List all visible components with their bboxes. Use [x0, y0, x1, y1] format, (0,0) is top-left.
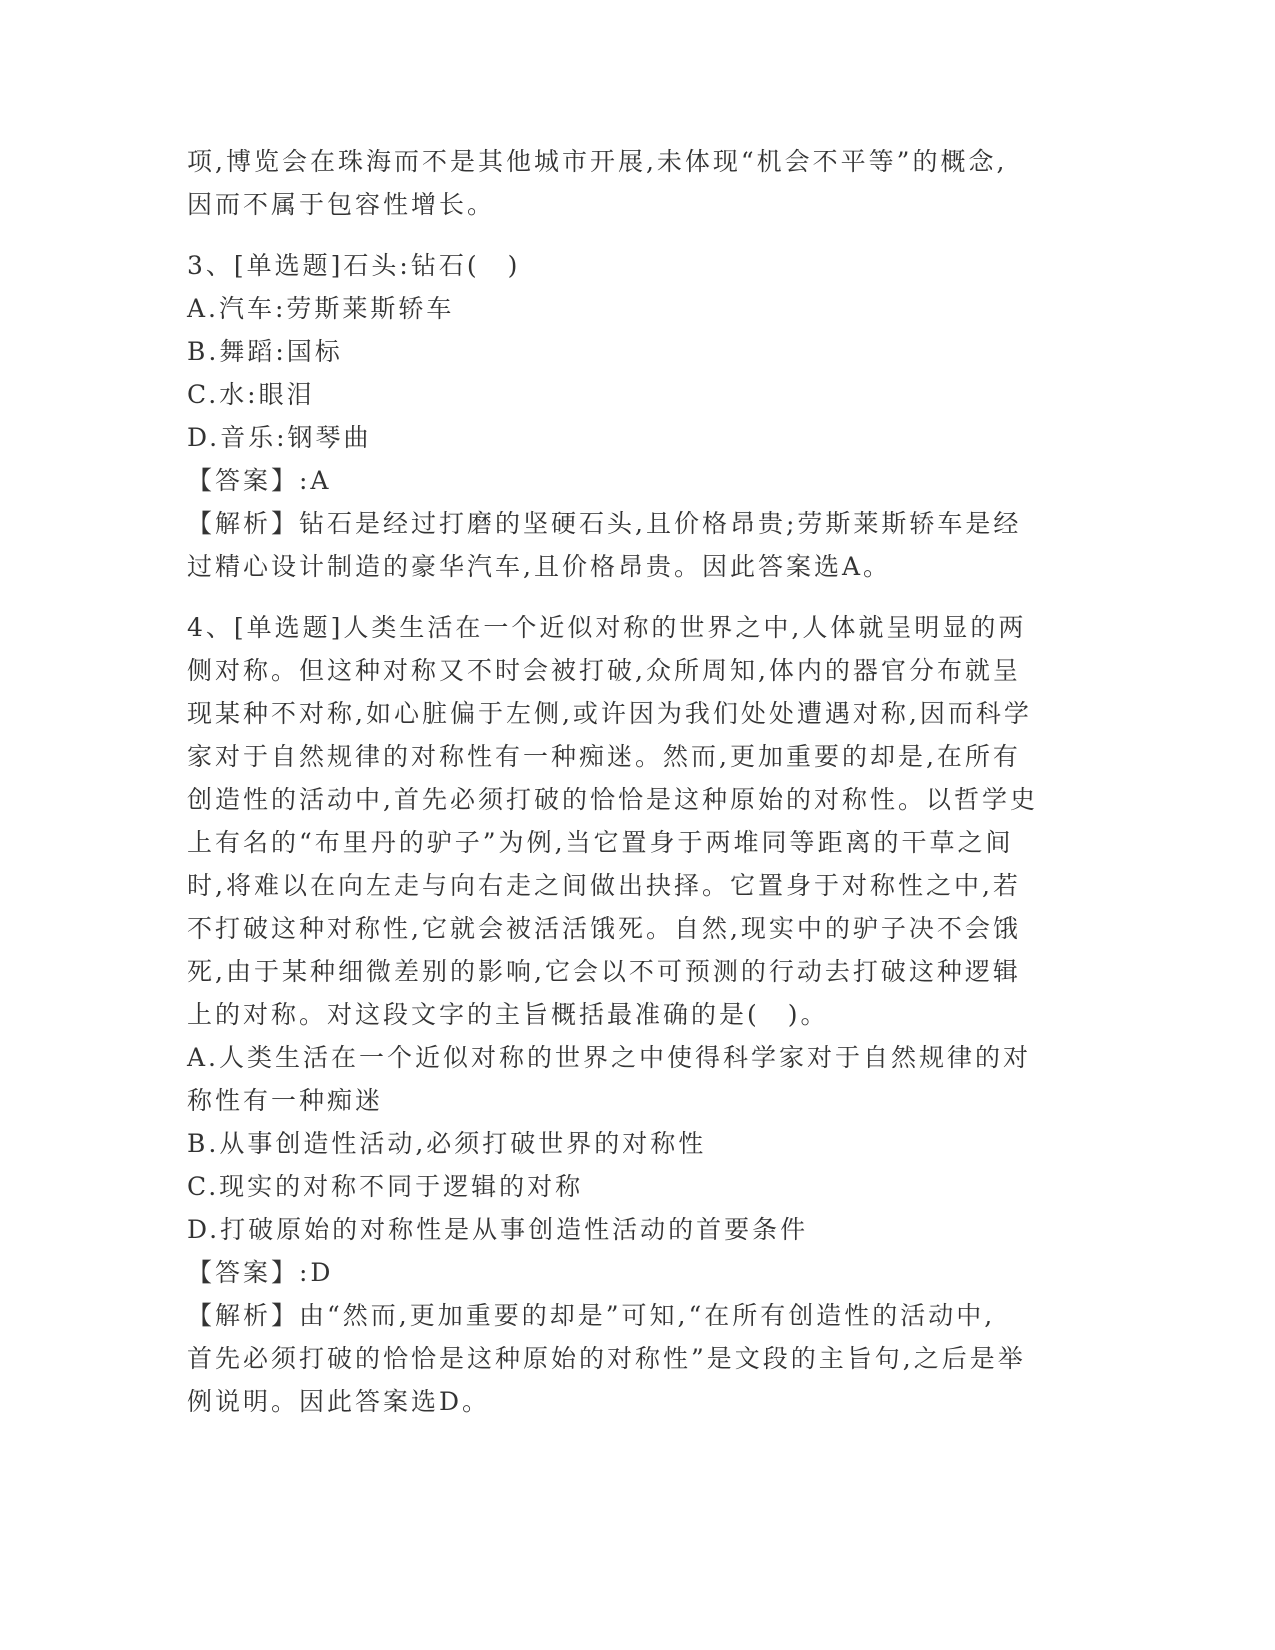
question-stem-line: 上的对称。对这段文字的主旨概括最准确的是( )。 — [187, 1000, 829, 1029]
question-stem-line: 不打破这种对称性,它就会被活活饿死。自然,现实中的驴子决不会饿 — [187, 914, 1021, 943]
analysis-line: 过精心设计制造的豪华汽车,且价格昂贵。因此答案选A。 — [187, 552, 892, 581]
text-line: 因而不属于包容性增长。 — [187, 190, 496, 219]
question-stem-line: 上有名的“布里丹的驴子”为例,当它置身于两堆同等距离的干草之间 — [187, 828, 1014, 857]
question-stem-line: 4、[单选题]人类生活在一个近似对称的世界之中,人体就呈明显的两 — [187, 613, 1027, 642]
option-b: B.从事创造性活动,必须打破世界的对称性 — [187, 1129, 707, 1158]
option-c: C.现实的对称不同于逻辑的对称 — [187, 1172, 584, 1201]
question-stem-line: 现某种不对称,如心脏偏于左侧,或许因为我们处处遭遇对称,因而科学 — [187, 699, 1032, 728]
analysis-line: 例说明。因此答案选D。 — [187, 1387, 491, 1416]
question-stem-line: 家对于自然规律的对称性有一种痴迷。然而,更加重要的却是,在所有 — [187, 742, 1021, 771]
question-stem-line: 时,将难以在向左走与向右走之间做出抉择。它置身于对称性之中,若 — [187, 871, 1021, 900]
previous-analysis-continuation — [187, 140, 1087, 226]
option-b: B.舞蹈:国标 — [187, 337, 343, 366]
answer-line: 【答案】:D — [187, 1258, 334, 1287]
text-line: 项,博览会在珠海而不是其他城市开展,未体现“机会不平等”的概念, — [187, 147, 1008, 176]
question-stem: 3、[单选题]石头:钻石( ) — [187, 251, 521, 280]
analysis-line: 首先必须打破的恰恰是这种原始的对称性”是文段的主旨句,之后是举 — [187, 1344, 1026, 1373]
question-stem-line: 侧对称。但这种对称又不时会被打破,众所周知,体内的器官分布就呈 — [187, 656, 1021, 685]
question-3 — [187, 244, 1087, 588]
question-4 — [187, 606, 1087, 1423]
document-body — [187, 140, 1087, 1423]
question-stem-line: 创造性的活动中,首先必须打破的恰恰是这种原始的对称性。以哲学史 — [187, 785, 1038, 814]
question-stem-line: 死,由于某种细微差别的影响,它会以不可预测的行动去打破这种逻辑 — [187, 957, 1021, 986]
option-d: D.打破原始的对称性是从事创造性活动的首要条件 — [187, 1215, 809, 1244]
analysis-line: 【解析】钻石是经过打磨的坚硬石头,且价格昂贵;劳斯莱斯轿车是经 — [187, 509, 1022, 538]
option-a-continued: 称性有一种痴迷 — [187, 1086, 384, 1115]
answer-line: 【答案】:A — [187, 466, 332, 495]
analysis-line: 【解析】由“然而,更加重要的却是”可知,“在所有创造性的活动中, — [187, 1301, 996, 1330]
option-c: C.水:眼泪 — [187, 380, 315, 409]
option-a: A.人类生活在一个近似对称的世界之中使得科学家对于自然规律的对 — [187, 1043, 1032, 1072]
option-a: A.汽车:劳斯莱斯轿车 — [187, 294, 455, 323]
option-d: D.音乐:钢琴曲 — [187, 423, 372, 452]
